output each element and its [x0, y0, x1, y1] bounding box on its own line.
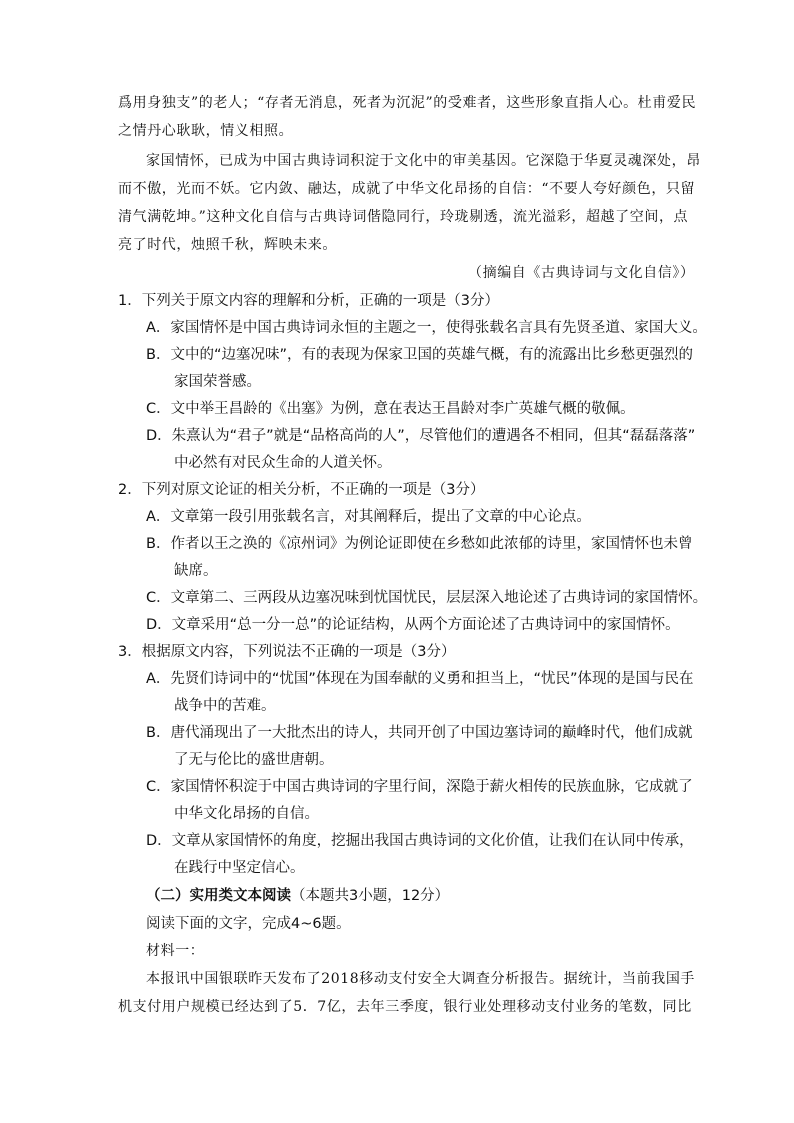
passage-line: 而不傲，光而不妖。它内敛、融达，成就了中华文化昂扬的自信：“不要人夸好颜色，只留 — [118, 181, 696, 197]
material-line: 机支付用户规模已经达到了5．7亿，去年三季度，银行业处理移动支付业务的笔数，同比 — [118, 999, 692, 1015]
option-d: D．朱熹认为“君子”就是“品格高尚的人”，尽管他们的遭遇各不相同，但其“磊磊落落” — [146, 428, 696, 444]
material-line: 本报讯中国银联昨天发布了2018移动支付安全大调查分析报告。据统计，当前我国手 — [146, 971, 696, 987]
option-c: C．文中举王昌龄的《出塞》为例，意在表达王昌龄对李广英雄气概的敬佩。 — [146, 401, 635, 417]
passage-source: （摘编自《古典诗词与文化自信》） — [468, 265, 695, 281]
passage-line: 亮了时代，烛照千秋，辉映未来。 — [118, 237, 337, 253]
option-c: C．文章第二、三两段从边塞况味到忧国忧民，层层深入地论述了古典诗词的家国情怀。 — [146, 590, 708, 606]
section-heading — [146, 884, 449, 905]
passage-line: 家国情怀，已成为中国古典诗词积淀于文化中的审美基因。它深隐于华夏灵魂深处，昂 — [146, 153, 701, 169]
option-a: A．文章第一段引用张载名言，对其阐释后，提出了文章的中心论点。 — [146, 509, 591, 525]
section-instruction: 阅读下面的文字，完成4~6题。 — [146, 916, 351, 932]
option-b: B．作者以王之涣的《凉州词》为例论证即使在乡愁如此浓郁的诗里，家国情怀也未曾 — [146, 536, 693, 552]
question-stem: 3．根据原文内容，下列说法不正确的一项是（3分） — [118, 644, 456, 660]
passage-line: 之情丹心耿耿，情义相照。 — [118, 123, 294, 139]
option-d-continued: 中必然有对民众生命的人道关怀。 — [174, 455, 392, 471]
option-b: B．唐代涌现出了一大批杰出的诗人，共同开创了中国边塞诗词的巅峰时代，他们成就 — [146, 725, 693, 741]
option-a: A．家国情怀是中国古典诗词永恒的主题之一，使得张载名言具有先贤圣道、家国大义。 — [146, 320, 707, 336]
option-c-continued: 中华文化昂扬的自信。 — [174, 806, 319, 822]
section-heading-note: （本题共3小题，12分） — [291, 888, 450, 904]
question-stem: 1．下列关于原文内容的理解和分析，正确的一项是（3分） — [118, 293, 499, 309]
option-d: D．文章采用“总一分一总”的论证结构，从两个方面论述了古典诗词中的家国情怀。 — [146, 617, 680, 633]
option-b-continued: 了无与伦比的盛世唐朝。 — [174, 752, 334, 768]
material-label: 材料一： — [146, 943, 205, 959]
passage-line: 清气满乾坤。”这种文化自信与古典诗词偕隐同行，玲珑剔透，流光溢彩，超越了空间，点 — [118, 209, 689, 225]
option-b-continued: 缺席。 — [174, 563, 218, 579]
option-c: C．家国情怀积淀于中国古典诗词的字里行间，深隐于薪火相传的民族血脉，它成就了 — [146, 779, 693, 795]
option-a-continued: 战争中的苦难。 — [174, 698, 276, 714]
passage-line: 爲用身独支”的老人；“存者无消息，死者为沉泥”的受难者，这些形象直指人心。杜甫爱民 — [118, 95, 697, 111]
option-a: A．先贤们诗词中的“忧国”体现在为国奉献的义勇和担当上，“忧民”体现的是国与民在 — [146, 671, 694, 687]
section-heading-title: （二）实用类文本阅读 — [146, 888, 291, 904]
option-d-continued: 在践行中坚定信心。 — [174, 860, 305, 876]
option-d: D．文章从家国情怀的角度，挖掘出我国古典诗词的文化价值，让我们在认同中传承， — [146, 833, 694, 849]
question-stem: 2．下列对原文论证的相关分析，不正确的一项是（3分） — [118, 482, 485, 498]
option-b: B．文中的“边塞况味”，有的表现为保家卫国的英雄气概，有的流露出比乡愁更强烈的 — [146, 347, 693, 363]
option-b-continued: 家国荣誉感。 — [174, 374, 261, 390]
